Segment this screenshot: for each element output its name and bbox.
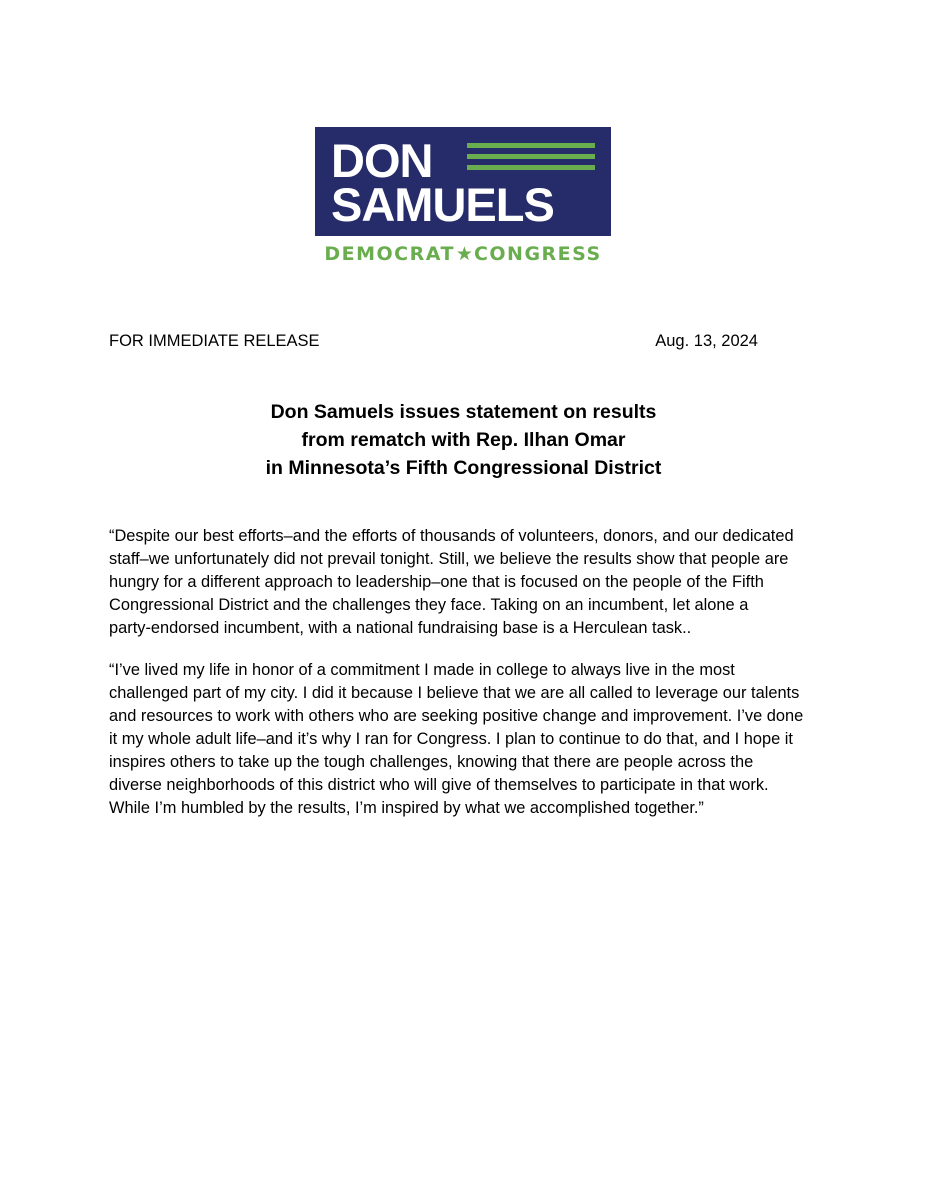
release-line bbox=[109, 331, 758, 351]
logo-tagline-right: CONGRESS bbox=[473, 243, 602, 265]
logo-first-name: DON bbox=[331, 134, 433, 187]
logo-tagline-left: DEMOCRAT bbox=[324, 243, 455, 265]
logo-stripe bbox=[467, 165, 595, 170]
star-icon: ★ bbox=[455, 243, 473, 265]
paragraph-line: hungry for a different approach to leadership–one that is focused on the people of the Fifth bbox=[109, 573, 764, 591]
campaign-logo bbox=[315, 127, 611, 267]
paragraph-line: challenged part of my city. I did it because I believe that we are all called to leverage our talents bbox=[109, 684, 800, 702]
paragraph-line: and resources to work with others who are seeking positive change and improvement. I’ve done bbox=[109, 707, 804, 725]
paragraph-line: staff–we unfortunately did not prevail tonight. Still, we believe the results show that people are bbox=[109, 550, 789, 568]
paragraph-2 bbox=[109, 659, 829, 820]
paragraph-line: party-endorsed incumbent, with a national fundraising base is a Herculean task.. bbox=[109, 619, 692, 637]
paragraph-line: While I’m humbled by the results, I’m inspired by what we accomplished together.” bbox=[109, 799, 704, 817]
logo-stripes bbox=[467, 143, 595, 176]
headline-line: from rematch with Rep. Ilhan Omar bbox=[301, 429, 626, 451]
logo-last-name: SAMUELS bbox=[331, 178, 554, 231]
paragraph-line: inspires others to take up the tough challenges, knowing that there are people across the bbox=[109, 753, 754, 771]
headline bbox=[109, 398, 818, 482]
headline-line: Don Samuels issues statement on results bbox=[270, 401, 657, 423]
paragraph-line: “I’ve lived my life in honor of a commitment I made in college to always live in the most bbox=[109, 661, 735, 679]
paragraph-line: it my whole adult life–and it’s why I ran for Congress. I plan to continue to do that, and I hope it bbox=[109, 730, 793, 748]
paragraph-line: diverse neighborhoods of this district who will give of themselves to participate in that work. bbox=[109, 776, 769, 794]
logo-stripe bbox=[467, 143, 595, 148]
paragraph-line: “Despite our best efforts–and the efforts of thousands of volunteers, donors, and our dedicated bbox=[109, 527, 794, 545]
logo-banner bbox=[315, 127, 611, 236]
release-label: FOR IMMEDIATE RELEASE bbox=[109, 332, 320, 350]
headline-line: in Minnesota’s Fifth Congressional District bbox=[265, 457, 662, 479]
statement-body bbox=[109, 525, 829, 839]
paragraph-1 bbox=[109, 525, 829, 640]
paragraph-line: Congressional District and the challenges they face. Taking on an incumbent, let alone a bbox=[109, 596, 749, 614]
logo-tagline bbox=[315, 242, 611, 266]
logo-stripe bbox=[467, 154, 595, 159]
release-date: Aug. 13, 2024 bbox=[655, 332, 758, 350]
